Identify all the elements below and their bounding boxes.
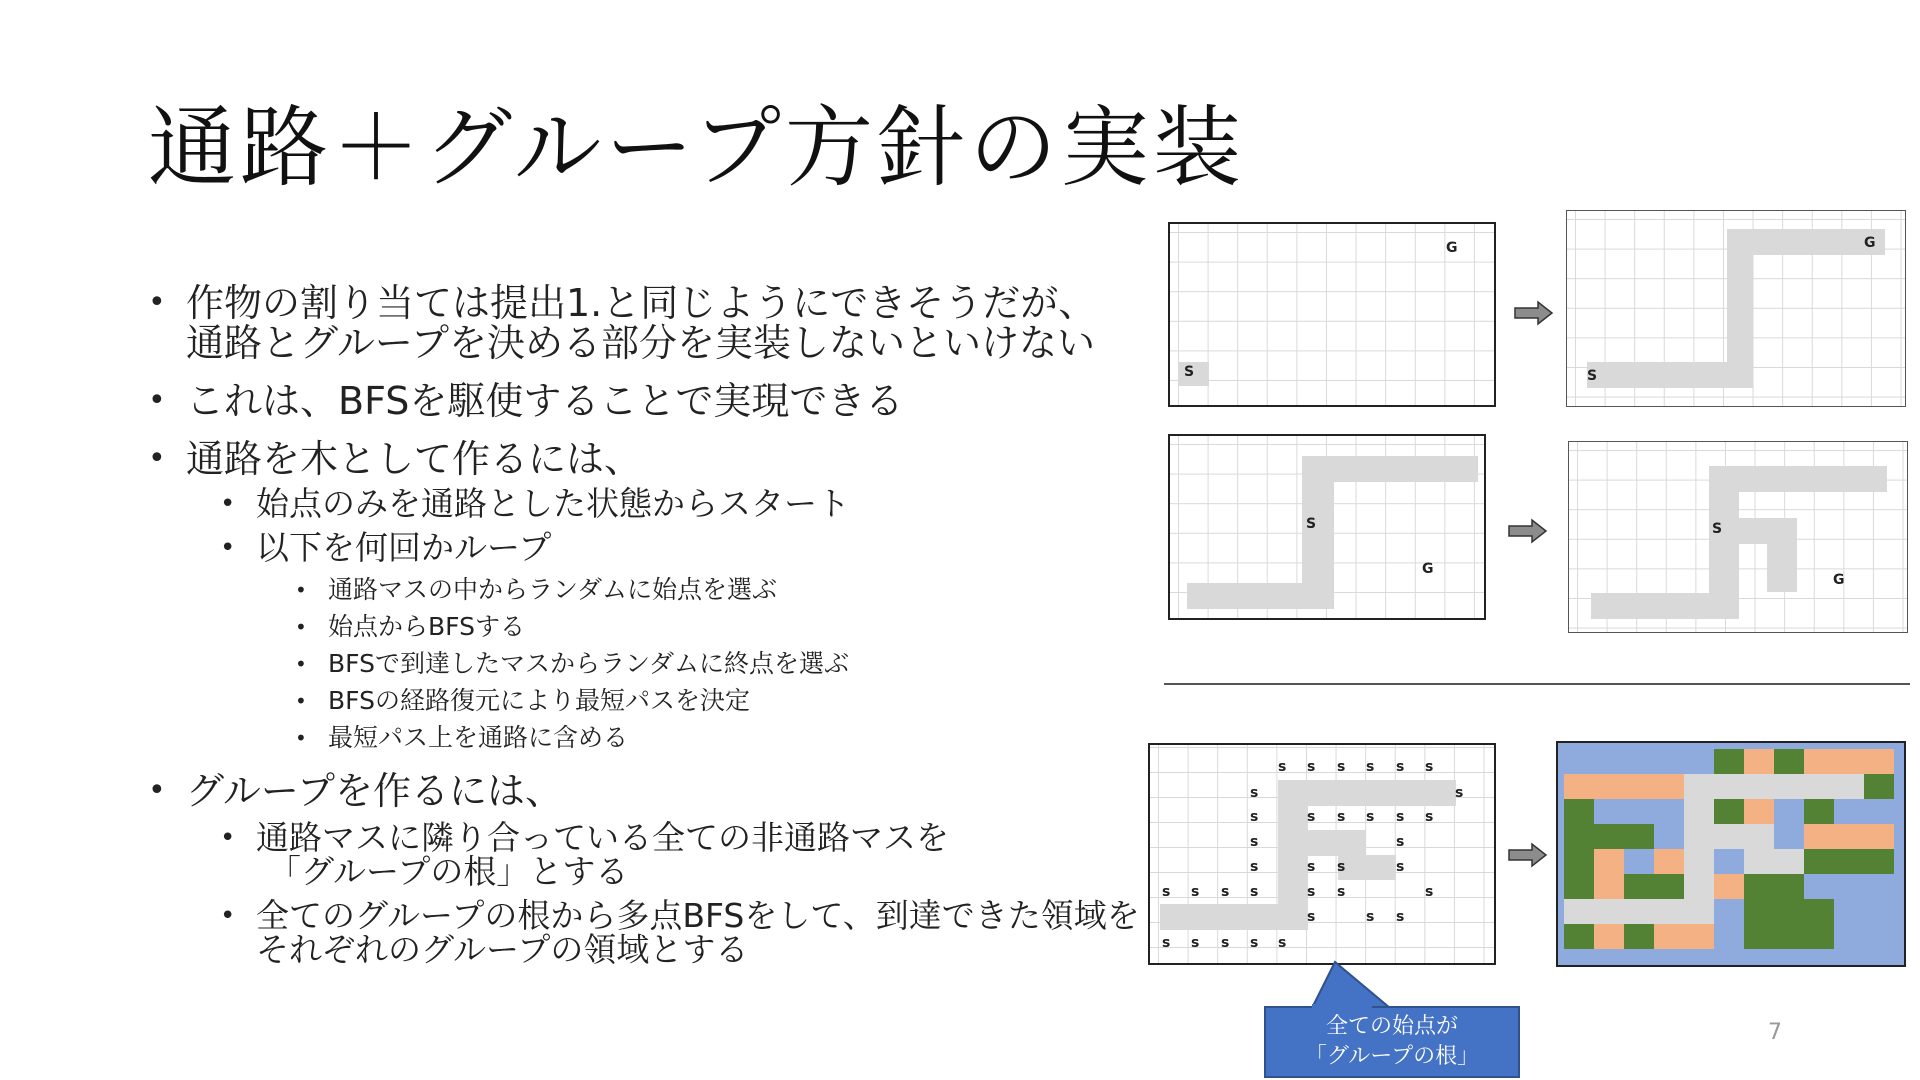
sub-bullet <box>140 896 1150 969</box>
start-mark: S <box>1184 364 1195 380</box>
grid-groups-colored <box>1556 741 1906 967</box>
grid-group-roots <box>1148 743 1496 965</box>
arrow-right-icon <box>1508 518 1548 544</box>
goal-mark: G <box>1864 235 1876 251</box>
bullet-groups <box>140 771 1150 811</box>
section-divider <box>1164 683 1910 685</box>
root-mark: s <box>1278 935 1287 951</box>
root-mark: s <box>1250 884 1259 900</box>
grid-second-start <box>1168 434 1486 620</box>
page-number: 7 <box>1768 1020 1782 1045</box>
sub-sub-bullet <box>140 575 1150 605</box>
sub-sub-bullet <box>140 612 1150 642</box>
start-mark: S <box>1712 521 1723 537</box>
callout-text: 全ての始点が <box>1325 1014 1458 1039</box>
root-mark: s <box>1307 759 1316 775</box>
root-mark: s <box>1278 759 1287 775</box>
callout-pointer-joint <box>1312 1004 1372 1010</box>
root-mark: s <box>1396 859 1405 875</box>
root-mark: s <box>1396 759 1405 775</box>
bullet-path-tree <box>140 439 1150 479</box>
root-mark: s <box>1396 909 1405 925</box>
callout-text: 「グループの根」 <box>1304 1044 1480 1069</box>
arrow-right-icon <box>1514 300 1554 326</box>
group-regions <box>1558 743 1904 965</box>
sub-bullet <box>140 818 1150 891</box>
bullet-text: 始点からBFSする <box>328 612 525 641</box>
root-mark: s <box>1221 935 1230 951</box>
path-segment <box>1709 466 1887 492</box>
root-mark: s <box>1191 935 1200 951</box>
bullet-text: BFSの経路復元により最短パスを決定 <box>328 686 750 715</box>
sub-sub-bullet <box>140 649 1150 679</box>
root-mark: s <box>1250 935 1259 951</box>
root-mark: s <box>1396 809 1405 825</box>
bullet-text: • グループを作るには、 <box>186 769 563 813</box>
root-mark: s <box>1250 809 1259 825</box>
sub-bullet <box>140 528 1150 567</box>
goal-mark: G <box>1833 572 1845 588</box>
sub-bullet <box>140 484 1150 523</box>
bullet-text: • 作物の割り当ては提出1.と同じようにできそうだが、 <box>186 281 1097 325</box>
grid-first-path <box>1566 210 1906 407</box>
root-mark: s <box>1221 884 1230 900</box>
bullet-list <box>140 283 1150 977</box>
bullet-bfs <box>140 381 1150 421</box>
path-segment <box>1338 855 1396 880</box>
root-mark: s <box>1366 909 1375 925</box>
bullet-text: • 以下を何回かループ <box>256 528 552 567</box>
bullet-text: • 通路マスに隣り合っている全ての非通路マスを <box>256 818 949 857</box>
root-mark: s <box>1366 809 1375 825</box>
bullet-text: 通路マスの中からランダムに始点を選ぶ <box>328 575 778 604</box>
bullet-text: それぞれのグループの領域とする <box>256 930 749 969</box>
callout-box <box>1264 1006 1520 1078</box>
root-mark: s <box>1455 785 1464 801</box>
root-mark: s <box>1337 884 1346 900</box>
goal-mark: G <box>1422 561 1434 577</box>
arrow-right-icon <box>1508 842 1548 868</box>
root-mark: s <box>1307 809 1316 825</box>
path-segment <box>1767 518 1797 592</box>
root-mark: s <box>1366 759 1375 775</box>
root-mark: s <box>1162 884 1171 900</box>
bullet-text: 「グループの根」とする <box>268 852 629 891</box>
root-mark: s <box>1162 935 1171 951</box>
path-segment <box>1278 780 1456 806</box>
root-mark: s <box>1425 809 1434 825</box>
callout-pointer <box>1310 960 1420 1010</box>
root-mark: s <box>1425 884 1434 900</box>
root-mark: s <box>1307 909 1316 925</box>
start-mark: S <box>1306 516 1317 532</box>
root-mark: s <box>1425 759 1434 775</box>
root-mark: s <box>1337 759 1346 775</box>
grid-initial <box>1168 222 1496 407</box>
root-mark: s <box>1191 884 1200 900</box>
root-mark: s <box>1250 834 1259 850</box>
bullet-text: • これは、BFSを駆使することで実現できる <box>186 379 904 423</box>
grid-second-path <box>1568 441 1908 633</box>
root-mark: s <box>1307 859 1316 875</box>
root-mark: s <box>1307 884 1316 900</box>
sub-sub-bullet <box>140 723 1150 753</box>
root-mark: s <box>1250 785 1259 801</box>
bullet-text: • 全てのグループの根から多点BFSをして、到達できた領域を <box>256 896 1140 935</box>
root-mark: s <box>1337 859 1346 875</box>
bullet-text: 最短パス上を通路に含める <box>328 723 629 752</box>
bullet-text: 通路とグループを決める部分を実装しないといけない <box>186 321 1095 365</box>
path-segment <box>1302 456 1478 482</box>
bullet-text: • 通路を木として作るには、 <box>186 437 643 481</box>
root-mark: s <box>1396 834 1405 850</box>
root-mark: s <box>1337 809 1346 825</box>
bullet-allocation <box>140 283 1150 363</box>
bullet-text: BFSで到達したマスからランダムに終点を選ぶ <box>328 649 849 678</box>
path-segment <box>1727 229 1885 255</box>
page-title: 通路＋グループ方針の実装 <box>148 96 1245 199</box>
goal-mark: G <box>1446 240 1458 256</box>
root-mark: s <box>1250 859 1259 875</box>
sub-sub-bullet <box>140 686 1150 716</box>
start-mark: S <box>1587 368 1598 384</box>
bullet-text: • 始点のみを通路とした状態からスタート <box>256 484 850 523</box>
